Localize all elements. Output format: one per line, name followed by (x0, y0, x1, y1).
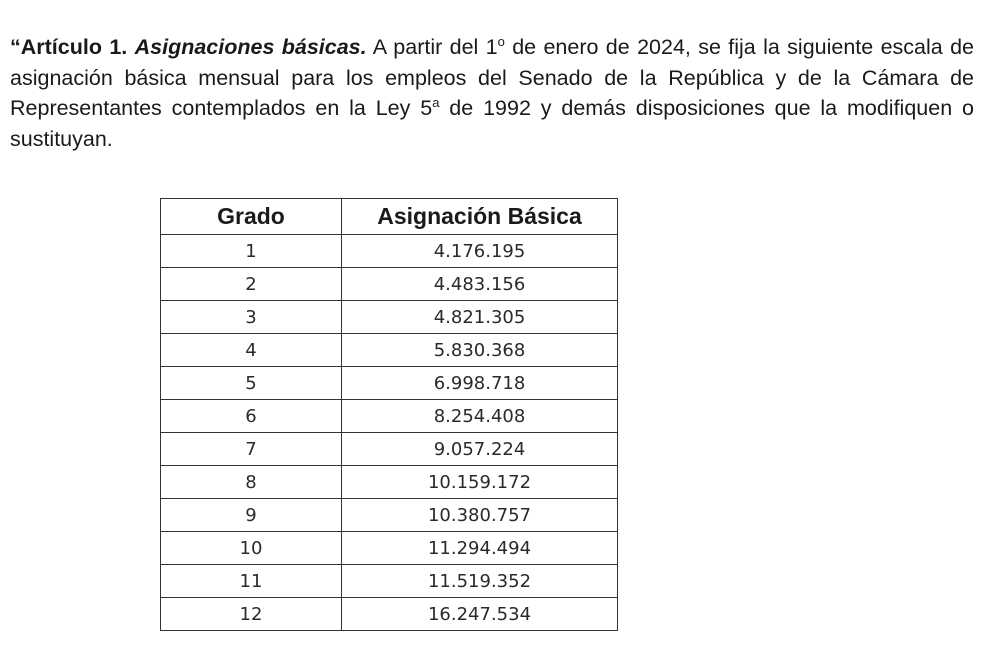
article-subtitle: Asignaciones básicas. (134, 35, 367, 59)
salary-scale-table (160, 198, 618, 631)
grado-cell: 4 (161, 334, 342, 367)
table-row (161, 433, 618, 466)
grado-cell: 7 (161, 433, 342, 466)
table-body (161, 235, 618, 631)
table-row (161, 598, 618, 631)
asignacion-cell: 11.519.352 (342, 565, 618, 598)
asignacion-cell: 4.483.156 (342, 268, 618, 301)
table-row (161, 565, 618, 598)
table-row (161, 301, 618, 334)
asignacion-cell: 5.830.368 (342, 334, 618, 367)
asignacion-cell: 10.159.172 (342, 466, 618, 499)
grado-cell: 6 (161, 400, 342, 433)
grado-cell: 9 (161, 499, 342, 532)
table-row (161, 235, 618, 268)
grado-cell: 2 (161, 268, 342, 301)
grado-cell: 11 (161, 565, 342, 598)
header-grado: Grado (161, 199, 342, 235)
asignacion-cell: 4.821.305 (342, 301, 618, 334)
table-row (161, 499, 618, 532)
grado-cell: 12 (161, 598, 342, 631)
grado-cell: 5 (161, 367, 342, 400)
grado-cell: 1 (161, 235, 342, 268)
asignacion-cell: 16.247.534 (342, 598, 618, 631)
asignacion-cell: 10.380.757 (342, 499, 618, 532)
table-row (161, 268, 618, 301)
table-row (161, 400, 618, 433)
article-paragraph (10, 32, 974, 154)
article-title: Artículo 1. (20, 35, 128, 59)
grado-cell: 8 (161, 466, 342, 499)
ordinal-superscript: a (432, 95, 440, 110)
article-text-end: de 1992 y demás disposiciones que la modifiquen o sustituyan. (10, 96, 974, 151)
ordinal-superscript: o (497, 34, 505, 49)
grado-cell: 3 (161, 301, 342, 334)
table-header-row (161, 199, 618, 235)
asignacion-cell: 6.998.718 (342, 367, 618, 400)
article-text-middle: de enero de 2024, se fija la siguiente escala de asignación básica mensual para los empleos del Senado de la República y de la Cámara de Representantes contemplados en la Ley 5 (10, 35, 974, 120)
asignacion-cell: 8.254.408 (342, 400, 618, 433)
grado-cell: 10 (161, 532, 342, 565)
asignacion-cell: 9.057.224 (342, 433, 618, 466)
table-row (161, 532, 618, 565)
table-row (161, 334, 618, 367)
table-row (161, 466, 618, 499)
header-asignacion-basica: Asignación Básica (342, 199, 618, 235)
table-row (161, 367, 618, 400)
article-text-start: A partir del 1 (372, 35, 498, 59)
article-open-quote: “ (10, 35, 21, 59)
asignacion-cell: 11.294.494 (342, 532, 618, 565)
asignacion-cell: 4.176.195 (342, 235, 618, 268)
